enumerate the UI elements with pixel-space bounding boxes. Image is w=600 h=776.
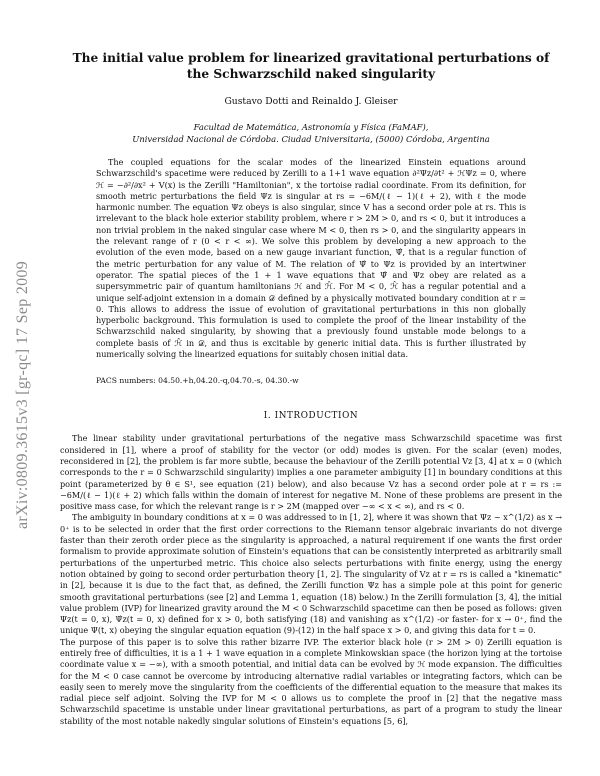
- paper-page: [60, 50, 562, 727]
- paper-title: The initial value problem for linearized gravitational perturbations of the Schwarzschild naked singularity: [72, 51, 550, 81]
- affiliation: [60, 121, 562, 145]
- affiliation-line-2: Universidad Nacional de Córdoba. Ciudad Universitaria, (5000) Córdoba, Argentina: [132, 134, 490, 144]
- affiliation-line-1: Facultad de Matemática, Astronomía y Física (FaMAF),: [193, 122, 429, 132]
- abstract: The coupled equations for the scalar modes of the linearized Einstein equations around Schwarzschild's spacetime were reduced by Zerilli to a 1+1 wave equation ∂²Ψz/∂t² + ℋΨz = 0, where ℋ = −∂²/∂x² + V(x) is the Zerilli "Hamiltonian", x the tortoise radial coordinate. From its definition, for smooth metric perturbations the field Ψz is singular at rs = −6M/(ℓ − 1)(ℓ + 2), with ℓ the mode harmonic number. The equation Ψz obeys is also singular, since V has a second order pole at rs. This is irrelevant to the black hole exterior stability problem, where r > 2M > 0, and rs < 0, but it introduces a non trivial problem in the naked singular case where M < 0, then rs > 0, and the singularity appears in the relevant range of r (0 < r < ∞). We solve this problem by developing a new approach to the evolution of the even mode, based on a new gauge invariant function, Ψ̂, that is a regular function of the metric perturbation for any value of M. The relation of Ψ̂ to Ψz is provided by an intertwiner operator. The spatial pieces of the 1 + 1 wave equations that Ψ̂ and Ψz obey are related as a supersymmetric pair of quantum hamiltonians ℋ and ℋ̂. For M < 0, ℋ̂ has a regular potential and a unique self-adjoint extension in a domain 𝒟 defined by a physically motivated boundary condition at r = 0. This allows to address the issue of evolution of gravitational perturbations in this non globally hyperbolic background. This formulation is used to complete the proof of the linear instability of the Schwarzschild naked singularity, by showing that a previously found unstable mode belongs to a complete basis of ℋ̂ in 𝒟, and thus is excitable by generic initial data. This is further illustrated by numerically solving the linearized equations for suitably chosen initial data.: [96, 157, 526, 360]
- arxiv-stamp: arXiv:0809.3615v3 [gr-qc] 17 Sep 2009: [14, 260, 31, 530]
- paper-authors: Gustavo Dotti and Reinaldo J. Gleiser: [224, 96, 398, 107]
- intro-paragraph-2: The ambiguity in boundary conditions at x = 0 was addressed to in [1, 2], where it was shown that Ψz ~ x^(1/2) as x → 0⁺ is to be selected in order that the first order corrections to the Riemann tensor algebraic invariants do not diverge faster than their zeroth order piece as the singularity is approached, a natural requirement if one wants the first order formalism to provide approximate solution of Einstein's equations that can be consistently interpreted as arbitrarily small perturbations of the unperturbed metric. This choice also selects perturbations with finite energy, using the energy notion obtained by going to second order perturbation theory [1, 2]. The singularity of Vz at r = rs is called a "kinematic" in [2], because it is due to the fact that, as defined, the Zerilli function Ψz has a simple pole at this point for generic smooth gravitational perturbations (see [2] and Lemma 1, equation (18) below.) In the Zerilli formulation [3, 4], the initial value problem (IVP) for linearized gravity around the M < 0 Schwarzschild spacetime can then be posed as follows: given Ψz(t = 0, x), Ψ̇z(t = 0, x) defined for x > 0, both satisfying (18) and vanishing as x^(1/2) -or faster- for x → 0⁺, find the unique Ψ(t, x) obeying the singular equation equation (9)-(12) in the half space x > 0, and giving this data for t = 0.: [60, 512, 562, 636]
- arxiv-stamp-sidebar: [12, 210, 34, 580]
- intro-paragraph-3: The purpose of this paper is to solve this rather bizarre IVP. The exterior black hole (r > 2M > 0) Zerilli equation is entirely free of difficulties, it is a 1 + 1 wave equation in a complete Minkowskian space (the horizon lying at the tortoise coordinate value x = −∞), with a smooth potential, and initial data can be evolved by ℋ mode expansion. The difficulties for the M < 0 case cannot be overcome by introducing alternative radial variables or integrating factors, which can be easily seen to merely move the singularity from the coefficients of the differential equation to the measure that makes its radial piece self adjoint. Solving the IVP for M < 0 allows us to complete the proof in [2] that the negative mass Schwarzschild spacetime is unstable under linear gravitational perturbations, as part of a program to study the linear stability of the most notable nakedly singular solutions of Einstein's equations [5, 6],: [60, 636, 562, 726]
- section-heading-introduction: I. INTRODUCTION: [263, 411, 359, 422]
- intro-paragraph-1: The linear stability under gravitational perturbations of the negative mass Schwarzschild spacetime was first considered in [1], where a proof of stability for the vector (or odd) modes is given. For the scalar (even) modes, reconsidered in [2], the problem is far more subtle, because the behaviour of the Zerilli potential Vz [3, 4] at x = 0 (which corresponds to the r = 0 Schwarzschild singularity) implies a one parameter ambiguity [1] in boundary conditions at this point (parameterized by θ ∈ S¹, see equation (21) below), and also because Vz has a second order pole at r = rs := −6M/(ℓ − 1)(ℓ + 2) which falls within the domain of interest for negative M. None of these problems are present in the positive mass case, for which the relevant range is r > 2M (mapped over −∞ < x < ∞), and rs < 0.: [60, 433, 562, 512]
- pacs-numbers: PACS numbers: 04.50.+h,04.20.-q,04.70.-s, 04.30.-w: [96, 376, 299, 386]
